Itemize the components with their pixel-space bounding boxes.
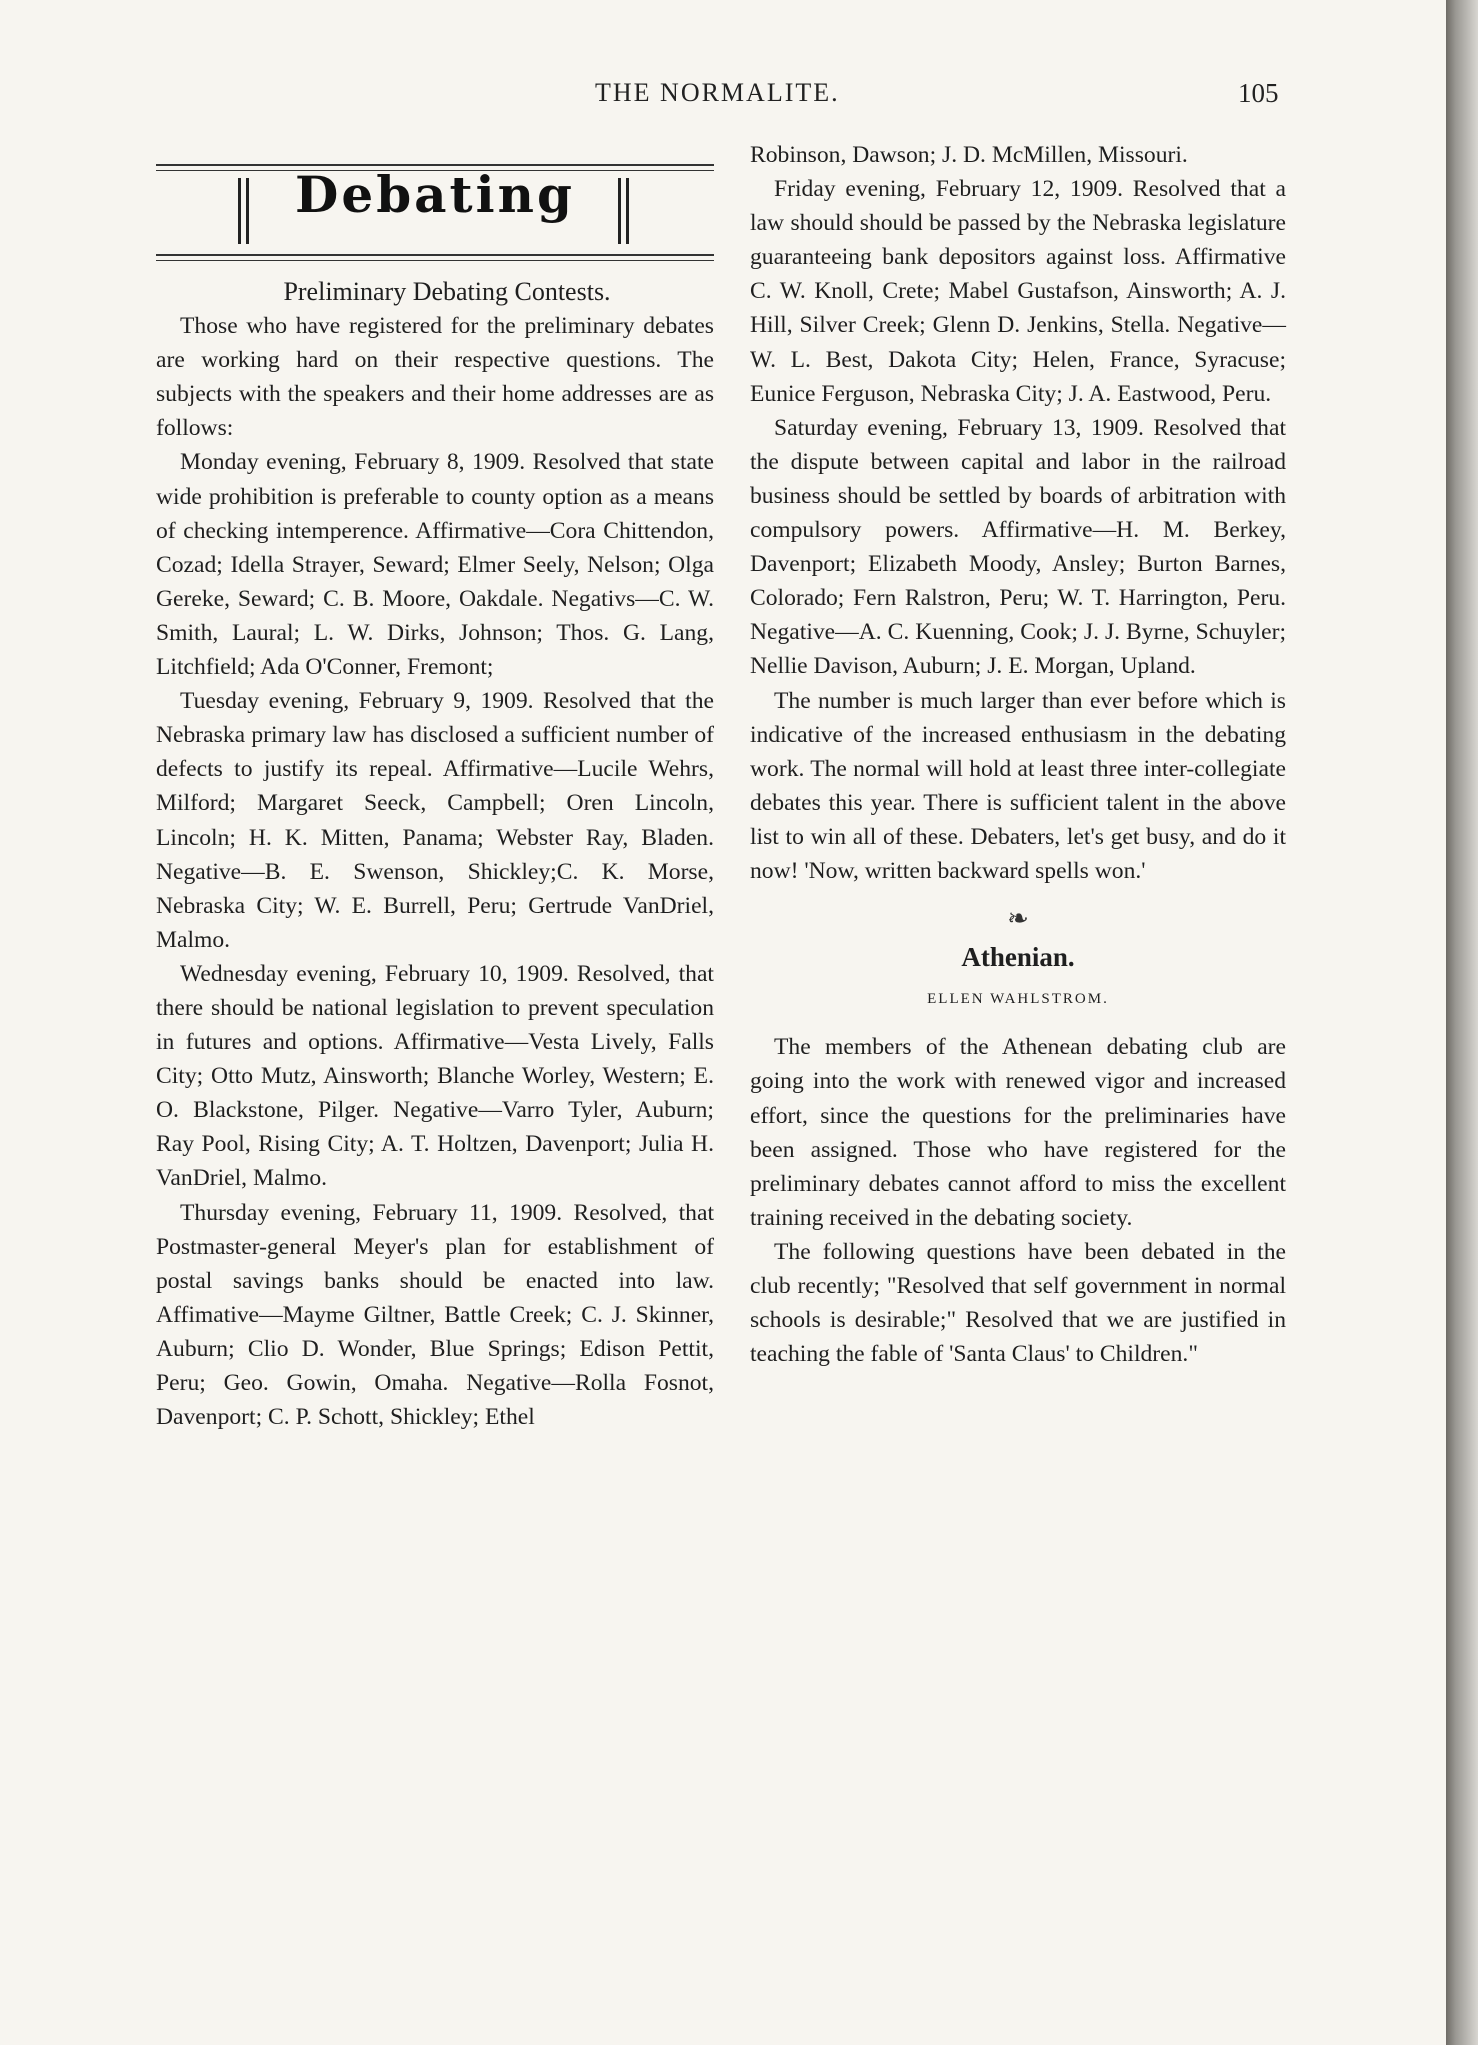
- paragraph: Friday evening, February 12, 1909. Resolved that a law should should be passed by the Nebraska legislature guaranteeing bank depositors against loss. Affirmative C. W. Knoll, Crete; Mabel Gustafson, Ainsworth; A. J. Hill, Silver Creek; Glenn D. Jenkins, Stella. Negative—W. L. Best, Dakota City; Helen, France, Syracuse; Eunice Ferguson, Nebraska City; J. A. Eastwood, Peru.: [750, 176, 1286, 407]
- paragraph: Those who have registered for the preliminary debates are working hard on their respective questions. The subjects with the speakers and their home addresses are as follows:: [156, 313, 714, 442]
- paragraph: Thursday evening, February 11, 1909. Resolved, that Postmaster-general Meyer's plan for establishment of postal savings banks should be enacted into law. Affimative—Mayme Giltner, Battle Creek; C. J. Skinner, Auburn; Clio D. Wonder, Blue Springs; Edison Pettit, Peru; Geo. Gowin, Omaha. Negative—Rolla Fosnot, Davenport; C. P. Schott, Shickley; Ethel: [156, 1199, 714, 1431]
- section-heading-box: [156, 160, 714, 265]
- paragraph: Monday evening, February 8, 1909. Resolved that state wide prohibition is preferable to county option as a means of checking intemperence. Affirmative—Cora Chittendon, Cozad; Idella Strayer, Seward; Elmer Seely, Nelson; Olga Gereke, Seward; C. B. Moore, Oakdale. Negativs—C. W. Smith, Laural; L. W. Dirks, Johnson; Thos. G. Lang, Litchfield; Ada O'Conner, Fremont;: [156, 449, 714, 681]
- running-head: [0, 78, 1446, 118]
- paragraph: Tuesday evening, February 9, 1909. Resolved that the Nebraska primary law has disclosed a sufficient number of defects to justify its repeal. Affirmative—Lucile Wehrs, Milford; Margaret Seeck, Campbell; Oren Lincoln, Lincoln; H. K. Mitten, Panama; Webster Ray, Bladen. Negative—B. E. Swenson, Shickley;C. K. Morse, Nebraska City; W. E. Burrell, Peru; Gertrude VanDriel, Malmo.: [156, 688, 714, 953]
- athenian-title: Athenian.: [961, 942, 1075, 973]
- page-number: 105: [1238, 78, 1279, 108]
- heading-rule: [156, 260, 714, 261]
- book-spine: [1446, 0, 1478, 2045]
- heading-bar: [618, 178, 621, 244]
- section-title: Debating: [295, 165, 575, 224]
- paragraph: Saturday evening, February 13, 1909. Resolved that the dispute between capital and labor in the railroad business should be settled by boards of arbitration with compulsory powers. Affirmative—H. M. Berkey, Davenport; Elizabeth Moody, Ansley; Burton Barnes, Colorado; Fern Ralstron, Peru; W. T. Harrington, Peru. Negative—A. C. Kuenning, Cook; J. J. Byrne, Schuyler; Nellie Davison, Auburn; J. E. Morgan, Upland.: [750, 414, 1286, 680]
- paragraph: The members of the Athenean debating club are going into the work with renewed vigor and increased effort, since the questions for the preliminaries have been assigned. Those who have registered for the preliminary debates cannot afford to miss the excellent training received in the debating society.: [750, 1034, 1286, 1231]
- paragraph: Robinson, Dawson; J. D. McMillen, Missouri.: [750, 142, 1188, 168]
- heading-bar: [626, 178, 629, 244]
- ornament-icon: ❧: [1007, 904, 1029, 934]
- paragraph: The number is much larger than ever before which is indicative of the increased enthusiasm in the debating work. The normal will hold at least three inter-collegiate debates this year. There is sufficient talent in the above list to win all of these. Debaters, let's get busy, and do it now! 'Now, written backward spells won.': [750, 687, 1286, 884]
- paragraph: The following questions have been debated in the club recently; "Resolved that self government in normal schools is desirable;" Resolved that we are justified in teaching the fable of 'Santa Claus' to Children.": [750, 1238, 1286, 1368]
- running-title: THE NORMALITE.: [595, 78, 840, 107]
- paragraph: Wednesday evening, February 10, 1909. Resolved, that there should be national legislation to prevent speculation in futures and options. Affirmative—Vesta Lively, Falls City; Otto Mutz, Ainsworth; Blanche Worley, Western; E. O. Blackstone, Pilger. Negative—Varro Tyler, Auburn; Ray Pool, Rising City; A. T. Holtzen, Davenport; Julia H. VanDriel, Malmo.: [156, 960, 714, 1192]
- heading-rule: [156, 254, 714, 256]
- left-column: [156, 165, 714, 1434]
- subhead: Preliminary Debating Contests.: [283, 277, 611, 306]
- byline: ELLEN WAHLSTROM.: [927, 991, 1109, 1008]
- right-column: [750, 138, 1286, 1371]
